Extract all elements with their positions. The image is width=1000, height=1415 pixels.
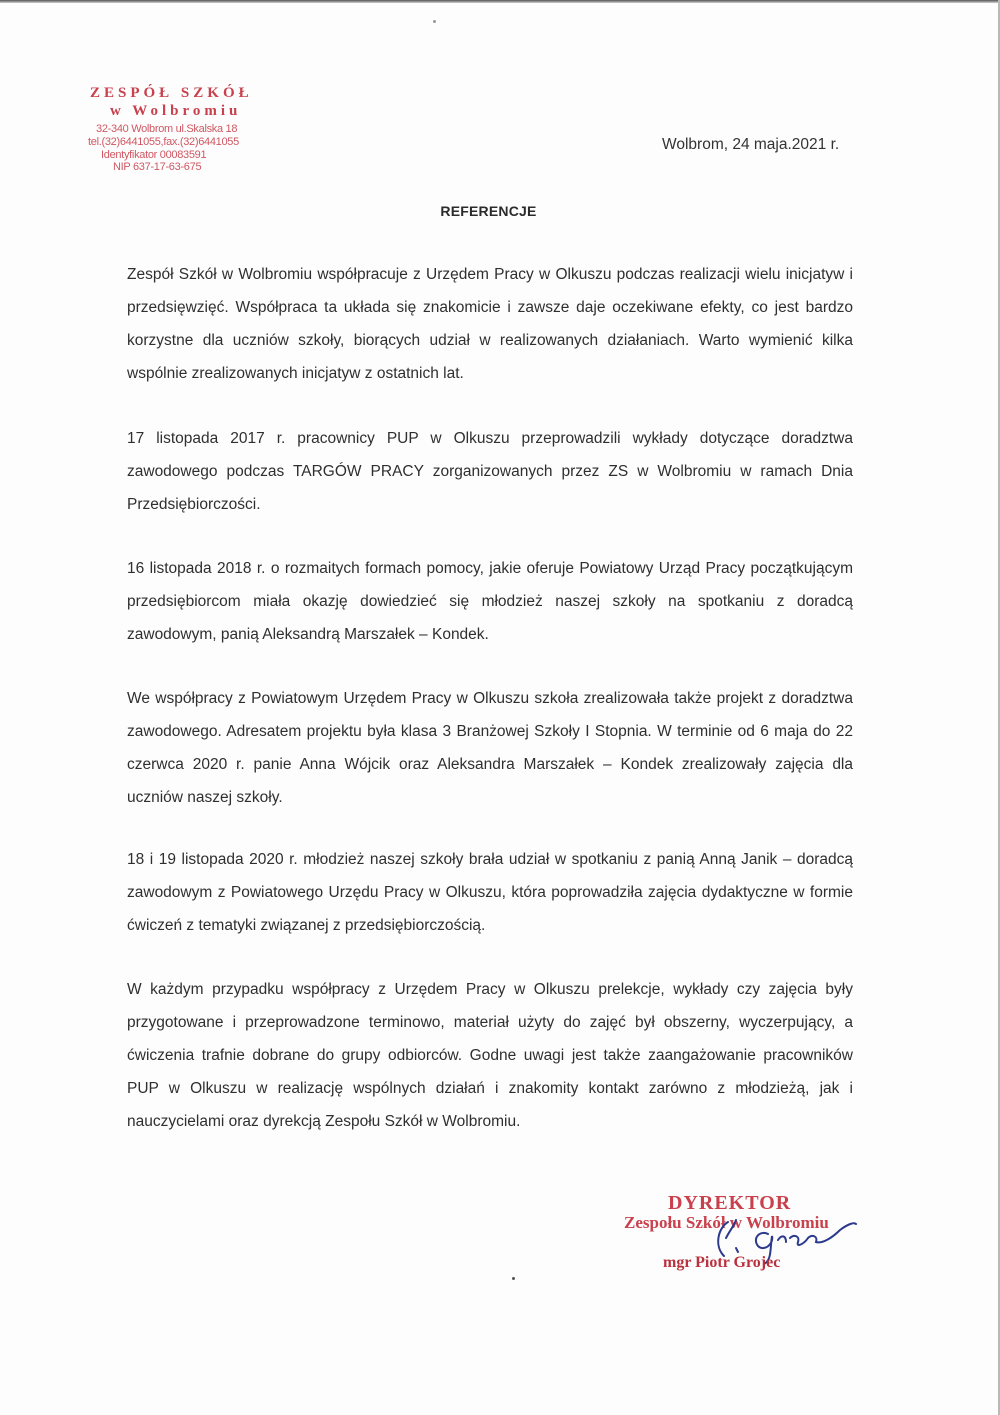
paragraph-2017: 17 listopada 2017 r. pracownicy PUP w Olkuszu przeprowadzili wykłady dotyczące doradztwa zawodowego podczas TARGÓW PRACY zorganizowanych przez ZS w Wolbromiu w ramach Dnia Przedsiębiorczości. [127, 430, 853, 513]
stamp-school-name: ZESPÓŁ SZKÓŁ [90, 85, 253, 101]
scan-speck [433, 20, 436, 23]
school-stamp [88, 86, 278, 181]
signature-name: mgr Piotr Grojec [663, 1254, 781, 1271]
signature-organization: Zespołu Szkół w Wolbromiu [624, 1213, 829, 1232]
document-date: Wolbrom, 24 maja.2021 r. [662, 136, 840, 153]
scan-speck [512, 1277, 515, 1280]
paragraph-2018: 16 listopada 2018 r. o rozmaitych formach pomocy, jakie oferuje Powiatowy Urząd Pracy początkującym przedsiębiorcom miała okazję dowiedzieć się młodzież naszej szkoły na spotkaniu z doradcą zawodowym, panią Aleksandrą Marszałek – Kondek. [127, 560, 853, 643]
document-title: REFERENCJE [440, 203, 537, 219]
paragraph-2020-meeting: 18 i 19 listopada 2020 r. młodzież naszej szkoły brała udział w spotkaniu z panią Anną Janik – doradcą zawodowym z Powiatowego Urzędu Pracy w Olkuszu, która poprowadziła zajęcia dydaktyczne w formie ćwiczeń z tematyki związanej z przedsiębiorczością. [127, 851, 853, 934]
paragraph-summary: W każdym przypadku współpracy z Urzędem Pracy w Olkuszu prelekcje, wykłady czy zajęcia były przygotowane i przeprowadzone terminowo, materiał użyty do zajęć był obszerny, wyczerpujący, a ćwiczenia trafnie dobrane do grupy odbiorców. Godne uwagi jest także zaangażowanie pracowników PUP w Olkuszu w realizację wspólnych działań i znakomity kontakt zarówno z młodzieżą, jak i nauczycielami oraz dyrekcją Zespołu Szkół w Wolbromiu. [127, 981, 853, 1130]
paragraph-2020-project: We współpracy z Powiatowym Urzędem Pracy w Olkuszu szkoła zrealizowała także projekt z doradztwa zawodowego. Adresatem projektu była klasa 3 Branżowej Szkoły I Stopnia. W terminie od 6 maja do 22 czerwca 2020 r. panie Anna Wójcik oraz Aleksandra Marszałek – Kondek zrealizowały zajęcia dla uczniów naszej szkoły. [127, 690, 853, 806]
stamp-city: w Wolbromiu [110, 103, 242, 119]
stamp-nip: NIP 637-17-63-675 [113, 161, 202, 173]
stamp-regon: Identyfikator 00083591 [101, 149, 207, 161]
stamp-phone: tel.(32)6441055,fax.(32)6441055 [88, 136, 239, 148]
signature-title: DYREKTOR [668, 1192, 792, 1214]
paragraph-intro: Zespół Szkół w Wolbromiu współpracuje z Urzędem Pracy w Olkuszu podczas realizacji wielu inicjatyw i przedsięwzięć. Współpraca ta układa się znakomicie i zawsze daje oczekiwane efekty, co jest bardzo korzystne dla uczniów szkoły, biorących udział w realizowanych działaniach. Warto wymienić kilka wspólnie zrealizowanych inicjatyw z ostatnich lat. [127, 266, 853, 382]
scan-edge-top [0, 0, 1000, 3]
stamp-address: 32-340 Wolbrom ul.Skalska 18 [96, 123, 238, 135]
